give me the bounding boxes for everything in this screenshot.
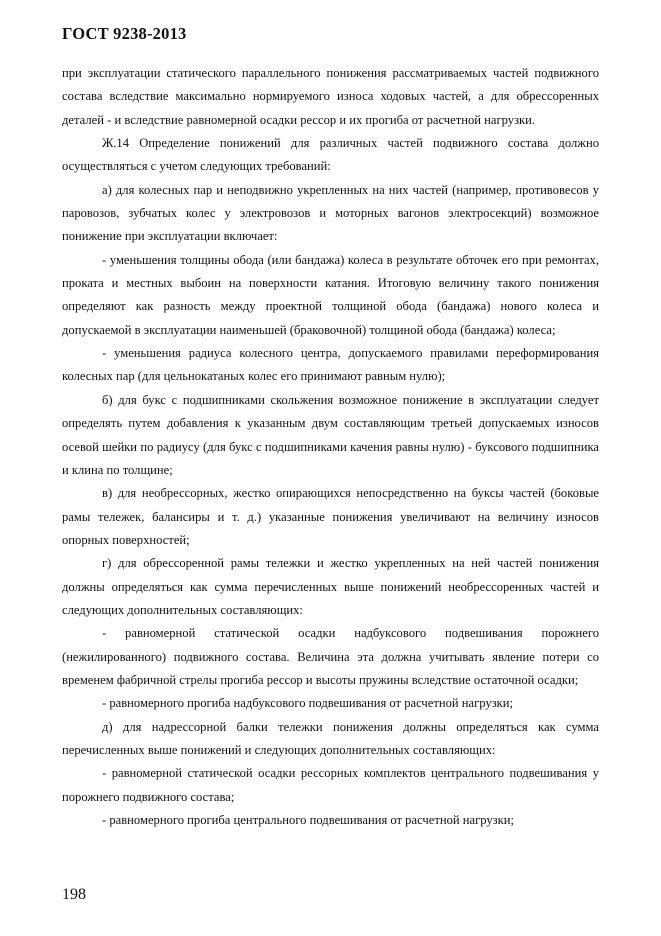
paragraph-item-d: д) для надрессорной балки тележки понижения должны определяться как сумма перечисленных выше понижений и следующих дополнительных составляющих:: [62, 719, 599, 757]
paragraph-spring-settlement: - равномерной статической осадки рессорных комплектов центрального подвешивания у порожнего подвижного состава;: [62, 766, 599, 804]
paragraph-central-deflection: - равномерного прогиба центрального подвешивания от расчетной нагрузки;: [102, 813, 515, 827]
paragraph-item-a: а) для колесных пар и неподвижно укрепленных на них частей (например, противовесов у паровозов, зубчатых колес у электровозов и моторных вагонов электросекций) возможное понижение при эксплуатации включает:: [62, 182, 599, 244]
document-body: [62, 62, 599, 832]
paragraph-wheel-center-radius: - уменьшения радиуса колесного центра, допускаемого правилами переформирования колесных пар (для цельнокатаных колес его принимают равным нулю);: [62, 346, 599, 384]
paragraph-continuation: при эксплуатации статического параллельного понижения рассматриваемых частей подвижного состава вследствие максимально нормируемого износа ходовых частей, а для обрессоренных деталей - и вследствие равномерной осадки рессор и их прогиба от расчетной нагрузки.: [62, 66, 599, 127]
paragraph-item-v: в) для необрессорных, жестко опирающихся непосредственно на буксы частей (боковые рамы тележек, балансиры и т. д.) указанные понижения увеличивают на величину износов опорных поверхностей;: [62, 486, 599, 547]
document-header: ГОСТ 9238-2013: [62, 24, 187, 43]
page-number: 198: [62, 886, 86, 903]
paragraph-zh14: Ж.14 Определение понижений для различных частей подвижного состава должно осуществляться с учетом следующих требований:: [62, 136, 599, 174]
paragraph-item-g: г) для обрессоренной рамы тележки и жестко укрепленных на ней частей понижения должны определяться как сумма перечисленных выше понижений необрессоренных частей и следующих дополнительных составляющих:: [62, 556, 599, 617]
paragraph-item-b: б) для букс с подшипниками скольжения возможное понижение в эксплуатации следует определять путем добавления к указанным двум составляющим третьей допускаемых износов осевой шейки по радиусу (для букс с подшипниками качения равны нулю) - буксового подшипника и клина по толщине;: [62, 392, 599, 477]
paragraph-axlebox-deflection: - равномерного прогиба надбуксового подвешивания от расчетной нагрузки;: [102, 696, 514, 711]
paragraph-rim-thickness: - уменьшения толщины обода (или бандажа) колеса в результате обточек его при ремонтах, проката и местных выбоин на поверхности катания. Итоговую величину такого понижения определяют как разность между проектной толщиной обода (бандажа) нового колеса и допускаемой в эксплуатации наименьшей (браковочной) толщиной обода (бандажа) колеса;: [62, 252, 599, 337]
paragraph-static-settlement: - равномерной статической осадки надбуксового подвешивания порожнего (нежилированного) подвижного состава. Величина эта должна учитывать явление потери со временем фабричной стрелы прогиба рессор и высоты пружины вследствие остаточной осадки;: [62, 626, 599, 687]
